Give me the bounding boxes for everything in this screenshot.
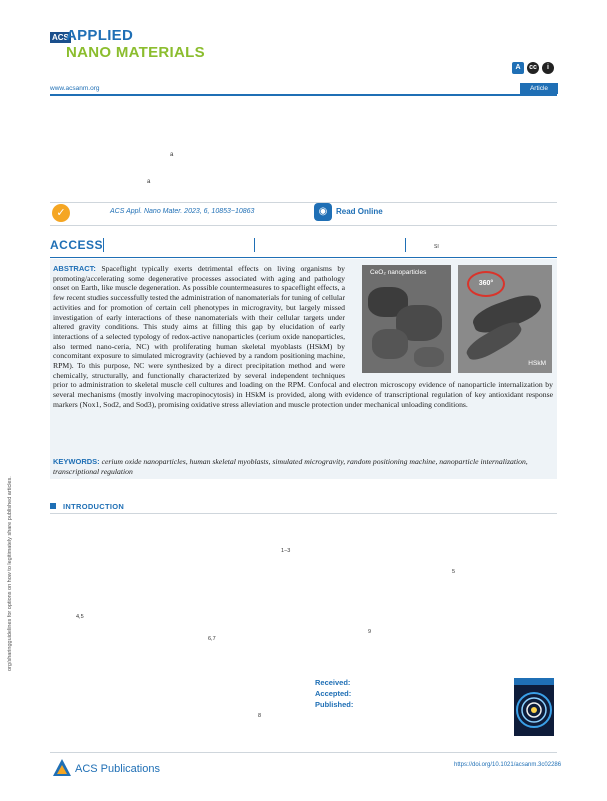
open-access-icon[interactable]: A (512, 62, 524, 74)
toc-image-label: CeO₂ nanoparticles (370, 269, 427, 276)
creative-commons-icon[interactable]: cc (527, 62, 539, 74)
abstract-label: ABSTRACT: (53, 264, 96, 273)
toc-image-label: HSkM (528, 360, 546, 367)
reference-mark[interactable]: 5 (452, 569, 456, 575)
journal-cover-image (514, 678, 554, 736)
header-rule (50, 94, 557, 96)
affiliation-mark: a (147, 179, 151, 185)
reference-mark[interactable]: 6,7 (208, 636, 216, 642)
keywords-text: cerium oxide nanoparticles, human skeletal myoblasts, simulated microgravity, random positioning machine, nanoparticle internalization, transcriptional regulation (53, 457, 528, 476)
read-online-link[interactable]: Read Online (336, 207, 383, 216)
publication-dates (315, 677, 353, 710)
side-note (4, 252, 12, 672)
reference-mark[interactable]: 9 (368, 629, 372, 635)
journal-website-link[interactable]: www.acsanm.org (50, 85, 100, 92)
toc-image-cells (458, 265, 552, 373)
keywords (53, 457, 553, 476)
publisher-name[interactable]: ACS Publications (75, 763, 160, 775)
logo-line-2: NANO MATERIALS (66, 44, 205, 61)
received-label: Received: (315, 678, 351, 687)
affiliation-mark: a (170, 152, 174, 158)
footer-rule (50, 752, 557, 753)
section-bullet-icon (50, 503, 56, 509)
access-rule (50, 257, 557, 258)
published-label: Published: (315, 700, 354, 709)
reference-mark[interactable]: 4,5 (76, 614, 84, 620)
section-rule (50, 513, 557, 514)
accepted-label: Accepted: (315, 689, 352, 698)
access-divider (103, 238, 104, 252)
abstract-text: Spaceflight typically exerts detrimental effects on living organisms by promoting/accelerating some degenerative processes associated with aging and pathology onset on Earth, like muscle degeneration. As possible countermeasures to spaceflight effects, a few recent studies successfully tested the administration of nanomaterials for tuning of cellular activities and for promotion of certain cell phenotypes in microgravity, but largely missed investigation of early interactions of these nanomaterials with their cellular targets under altered gravity conditions. This study aims at filling this gap by elucidation of early interactions of a selected typology of redox-active nanoparticles (cerium oxide nanoparticles, also termed nano-ceria, NC) with proliferating human skeletal myoblasts (HSkM) by concomitant exposure to simulated microgravity (achieved by a random positioning machine, RPM). To this purpose, NC were synthesized by a direct precipitation method and were chemically, structurally, and functionally characterized by several independent techniques prior to administration to skeletal muscle cell cultures and loading on the RPM. Confocal and electron microscopy evidence of nanoparticle internalization by several mechanisms (mostly involving macropinocytosis) in HSkM is provided, along with evidence of transcriptional regulation of key antioxidant response markers (Nox1, Sod2, and Sod3), promising oxidative stress alleviation and muscle protection under mechanical unloading conditions. (53, 264, 553, 409)
toc-image-nanoparticles (362, 265, 451, 373)
reference-mark[interactable]: 8 (258, 713, 262, 719)
read-online-icon[interactable]: ◉ (314, 203, 332, 221)
reference-mark[interactable]: 1−3 (281, 548, 291, 554)
section-title: INTRODUCTION (63, 502, 125, 511)
keywords-label: KEYWORDS: (53, 457, 100, 466)
article-type-badge: Article (520, 83, 558, 94)
cite-this-icon[interactable]: ✓ (52, 204, 70, 222)
logo-prefix: ACS (52, 33, 69, 42)
access-divider (405, 238, 406, 252)
logo-line-1: APPLIED (66, 27, 134, 44)
acs-publications-logo-icon (52, 758, 72, 783)
rotation-label: 360° (467, 271, 505, 297)
access-divider (254, 238, 255, 252)
supporting-info-icon[interactable]: SI (434, 244, 439, 250)
attribution-icon[interactable]: i (542, 62, 554, 74)
side-note-text: org/sharingguidelines for options on how to legitimately share published articles. (7, 476, 13, 671)
access-label: ACCESS (50, 238, 104, 252)
doi-link[interactable]: https://doi.org/10.1021/acsanm.3c02286 (454, 762, 562, 768)
citation-text[interactable]: ACS Appl. Nano Mater. 2023, 6, 10853−10863 (110, 208, 255, 215)
